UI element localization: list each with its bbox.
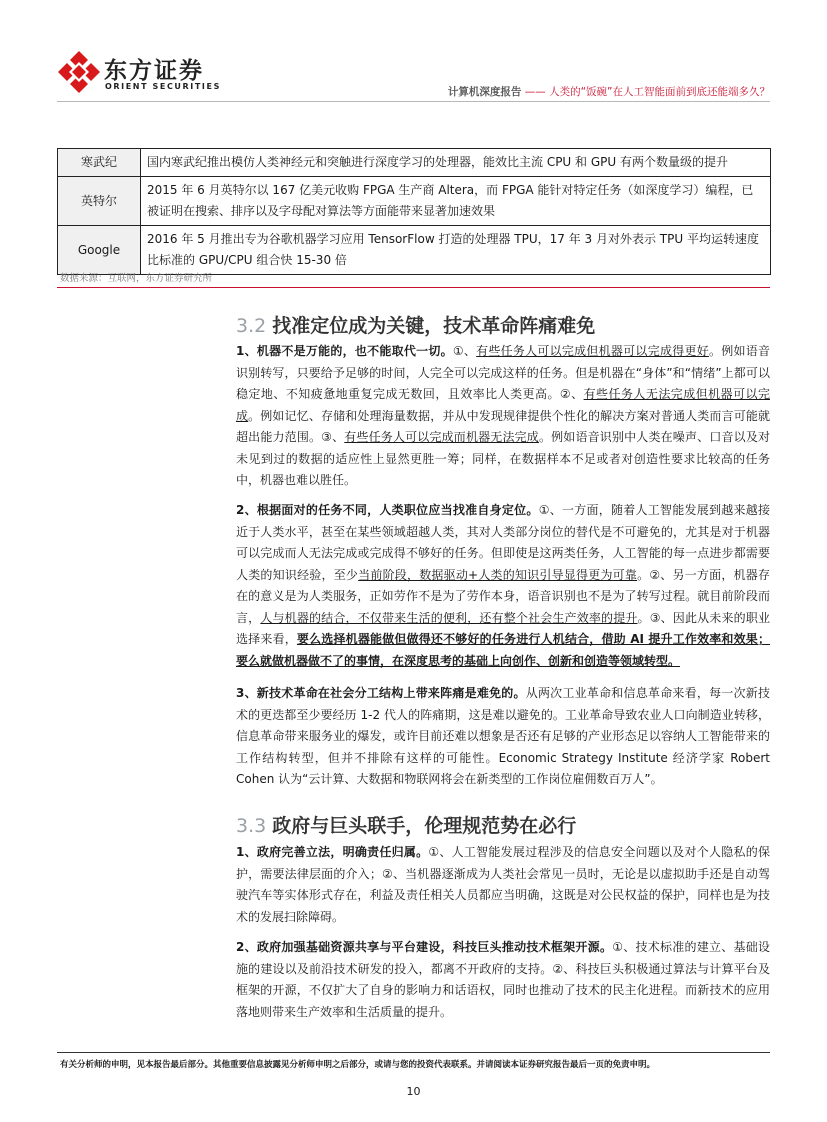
report-title: 计算机深度报告 bbox=[447, 86, 522, 98]
logo-english-name: ORIENT SECURITIES bbox=[105, 82, 221, 91]
text-run: 要么选择机器能做但做得还不够好的任务进行人机结合，借助 AI 提升工作效率和效果；要么就做机器做不了的事情，在深度思考的基础上向创作、创新和创造等领域转型。 bbox=[236, 632, 770, 668]
text-run: 有些任务人无法完成但机器可以完成 bbox=[236, 387, 770, 423]
text-run: 有些任务人可以完成而机器无法完成 bbox=[344, 430, 539, 444]
paragraph bbox=[236, 842, 770, 928]
text-run: 有些任务人可以完成但机器可以完成得更好 bbox=[476, 344, 709, 358]
table-row bbox=[58, 149, 771, 177]
text-run: 1、政府完善立法，明确责任归属。 bbox=[236, 845, 429, 859]
text-run: 。②、另一方面，机器存在的意义是为人类服务，正如劳作不是为了劳作本身，语音识别也不是为了转写过程。就目前阶段而言， bbox=[236, 567, 770, 625]
report-dash: —— bbox=[521, 86, 550, 98]
report-header bbox=[230, 84, 770, 99]
paragraph bbox=[236, 683, 770, 791]
table-company-cell: Google bbox=[58, 226, 141, 275]
table-row bbox=[58, 226, 771, 275]
text-run: 。例如记忆、存储和处理海量数据，并从中发现规律提供个性化的解决方案对普通人类而言可能就超出能力范围。③、 bbox=[236, 408, 770, 444]
logo-chinese-name: 东方证券 bbox=[104, 58, 204, 84]
text-run: 3、新技术革命在社会分工结构上带来阵痛是难免的。 bbox=[236, 686, 526, 700]
section-number: 3.2 bbox=[236, 315, 267, 337]
report-subtitle: 人类的“饭碗”在人工智能面前到底还能端多久？ bbox=[549, 86, 770, 98]
text-run: ①、 bbox=[452, 344, 477, 358]
table-row bbox=[58, 177, 771, 226]
orient-logo-icon bbox=[57, 50, 101, 94]
text-run: 。③、因此从未来的职业选择来看， bbox=[236, 610, 770, 646]
text-run: 。例如语音识别中人类在噪声、口音以及对未见到过的数据的适应性上显然更胜一筹；同样，在数据样本不足或者对创造性要求比较高的任务中，机器也难以胜任。 bbox=[236, 430, 770, 487]
header-divider bbox=[57, 101, 770, 102]
section-title: 政府与巨头联手，伦理规范势在必行 bbox=[272, 815, 577, 837]
section-3-3-heading bbox=[236, 811, 576, 838]
footer-divider bbox=[57, 1052, 770, 1053]
page-number: 10 bbox=[406, 1085, 421, 1098]
table-desc-cell: 2015 年 6 月英特尔以 167 亿美元收购 FPGA 生产商 Altera，而 FPGA 能针对特定任务（如深度学习）编程，已被证明在搜索、排序以及字母配对算法等方面能带来显著加速效果 bbox=[141, 177, 771, 226]
section-3-2-heading bbox=[236, 311, 595, 338]
text-run: ①、技术标准的建立、基础设施的建设以及前沿技术研发的投入，都离不开政府的支持。②、科技巨头积极通过算法与计算平台及框架的开源，不仅扩大了自身的影响力和话语权，同时也推动了技术的民主化进程。而新技术的应用落地则带来生产效率和生活质量的提升。 bbox=[236, 940, 770, 1019]
text-run: 。例如语音识别转写，只要给予足够的时间，人完全可以完成这样的任务。但是机器在“身体”和“情绪”上都可以稳定地、不知疲惫地重复完成无数回，且效率比人类更高。②、 bbox=[236, 344, 770, 401]
table-company-cell: 英特尔 bbox=[58, 177, 141, 226]
section-title: 找准定位成为关键，技术革命阵痛难免 bbox=[272, 315, 596, 337]
paragraph bbox=[236, 500, 770, 672]
data-source-note: 数据来源：互联网，东方证券研究所 bbox=[60, 273, 213, 284]
source-divider bbox=[57, 287, 770, 288]
text-run: 2、根据面对的任务不同，人类职位应当找准自身定位。 bbox=[236, 503, 539, 517]
company-chip-table bbox=[57, 148, 771, 275]
text-run: 当前阶段，数据驱动+人类的知识引导显得更为可靠 bbox=[358, 567, 638, 582]
table-desc-cell: 2016 年 5 月推出专为谷歌机器学习应用 TensorFlow 打造的处理器 TPU，17 年 3 月对外表示 TPU 平均运转速度比标准的 GPU/CPU 组合快 15-30 倍 bbox=[141, 226, 771, 275]
table-company-cell: 寒武纪 bbox=[58, 149, 141, 177]
table-desc-cell: 国内寒武纪推出模仿人类神经元和突触进行深度学习的处理器，能效比主流 CPU 和 GPU 有两个数量级的提升 bbox=[141, 149, 771, 177]
section-number: 3.3 bbox=[236, 815, 267, 837]
paragraph bbox=[236, 341, 770, 492]
company-logo bbox=[57, 50, 222, 100]
text-run: 人与机器的结合，不仅带来生活的便利，还有整个社会生产效率的提升 bbox=[260, 610, 638, 625]
text-run: 2、政府加强基础资源共享与平台建设，科技巨头推动技术框架开源。 bbox=[236, 940, 613, 954]
paragraph bbox=[236, 937, 770, 1023]
text-run: 1、机器不是万能的，也不能取代一切。 bbox=[236, 344, 453, 358]
disclaimer: 有关分析师的申明，见本报告最后部分。其他重要信息披露见分析师申明之后部分，或请与您的投资代表联系。并请阅读本证券研究报告最后一页的免责申明。 bbox=[60, 1060, 656, 1070]
text-run: 从两次工业革命和信息革命来看，每一次新技术的更迭都至少要经历 1-2 代人的阵痛期，这是难以避免的。工业革命导致农业人口向制造业转移，信息革命带来服务业的爆发，或许目前还难以想象是否还有足够的产业形态足以容纳人工智能带来的工作结构转型，但并不排除有这样的可能性。Economic Strategy Institute 经济学家 Robert Cohen 认为“云计算、大数据和物联网将会在新类型的工作岗位雇佣数百万人”。 bbox=[236, 686, 770, 786]
text-run: ①、一方面，随着人工智能发展到越来越接近于人类水平，甚至在某些领域超越人类，其对人类部分岗位的替代是不可避免的，尤其是对于机器可以完成而人无法完成或完成得不够好的任务。但即使是这两类任务，人工智能的每一点进步都需要人类的知识经验，至少 bbox=[236, 503, 770, 582]
text-run: ①、人工智能发展过程涉及的信息安全问题以及对个人隐私的保护，需要法律层面的介入；②、当机器逐渐成为人类社会常见一员时，无论是以虚拟助手还是自动驾驶汽车等实体形式存在，利益及责任相关人员都应当明确，这既是对公民权益的保护，同样也是为技术的发展扫除障碍。 bbox=[236, 845, 770, 924]
